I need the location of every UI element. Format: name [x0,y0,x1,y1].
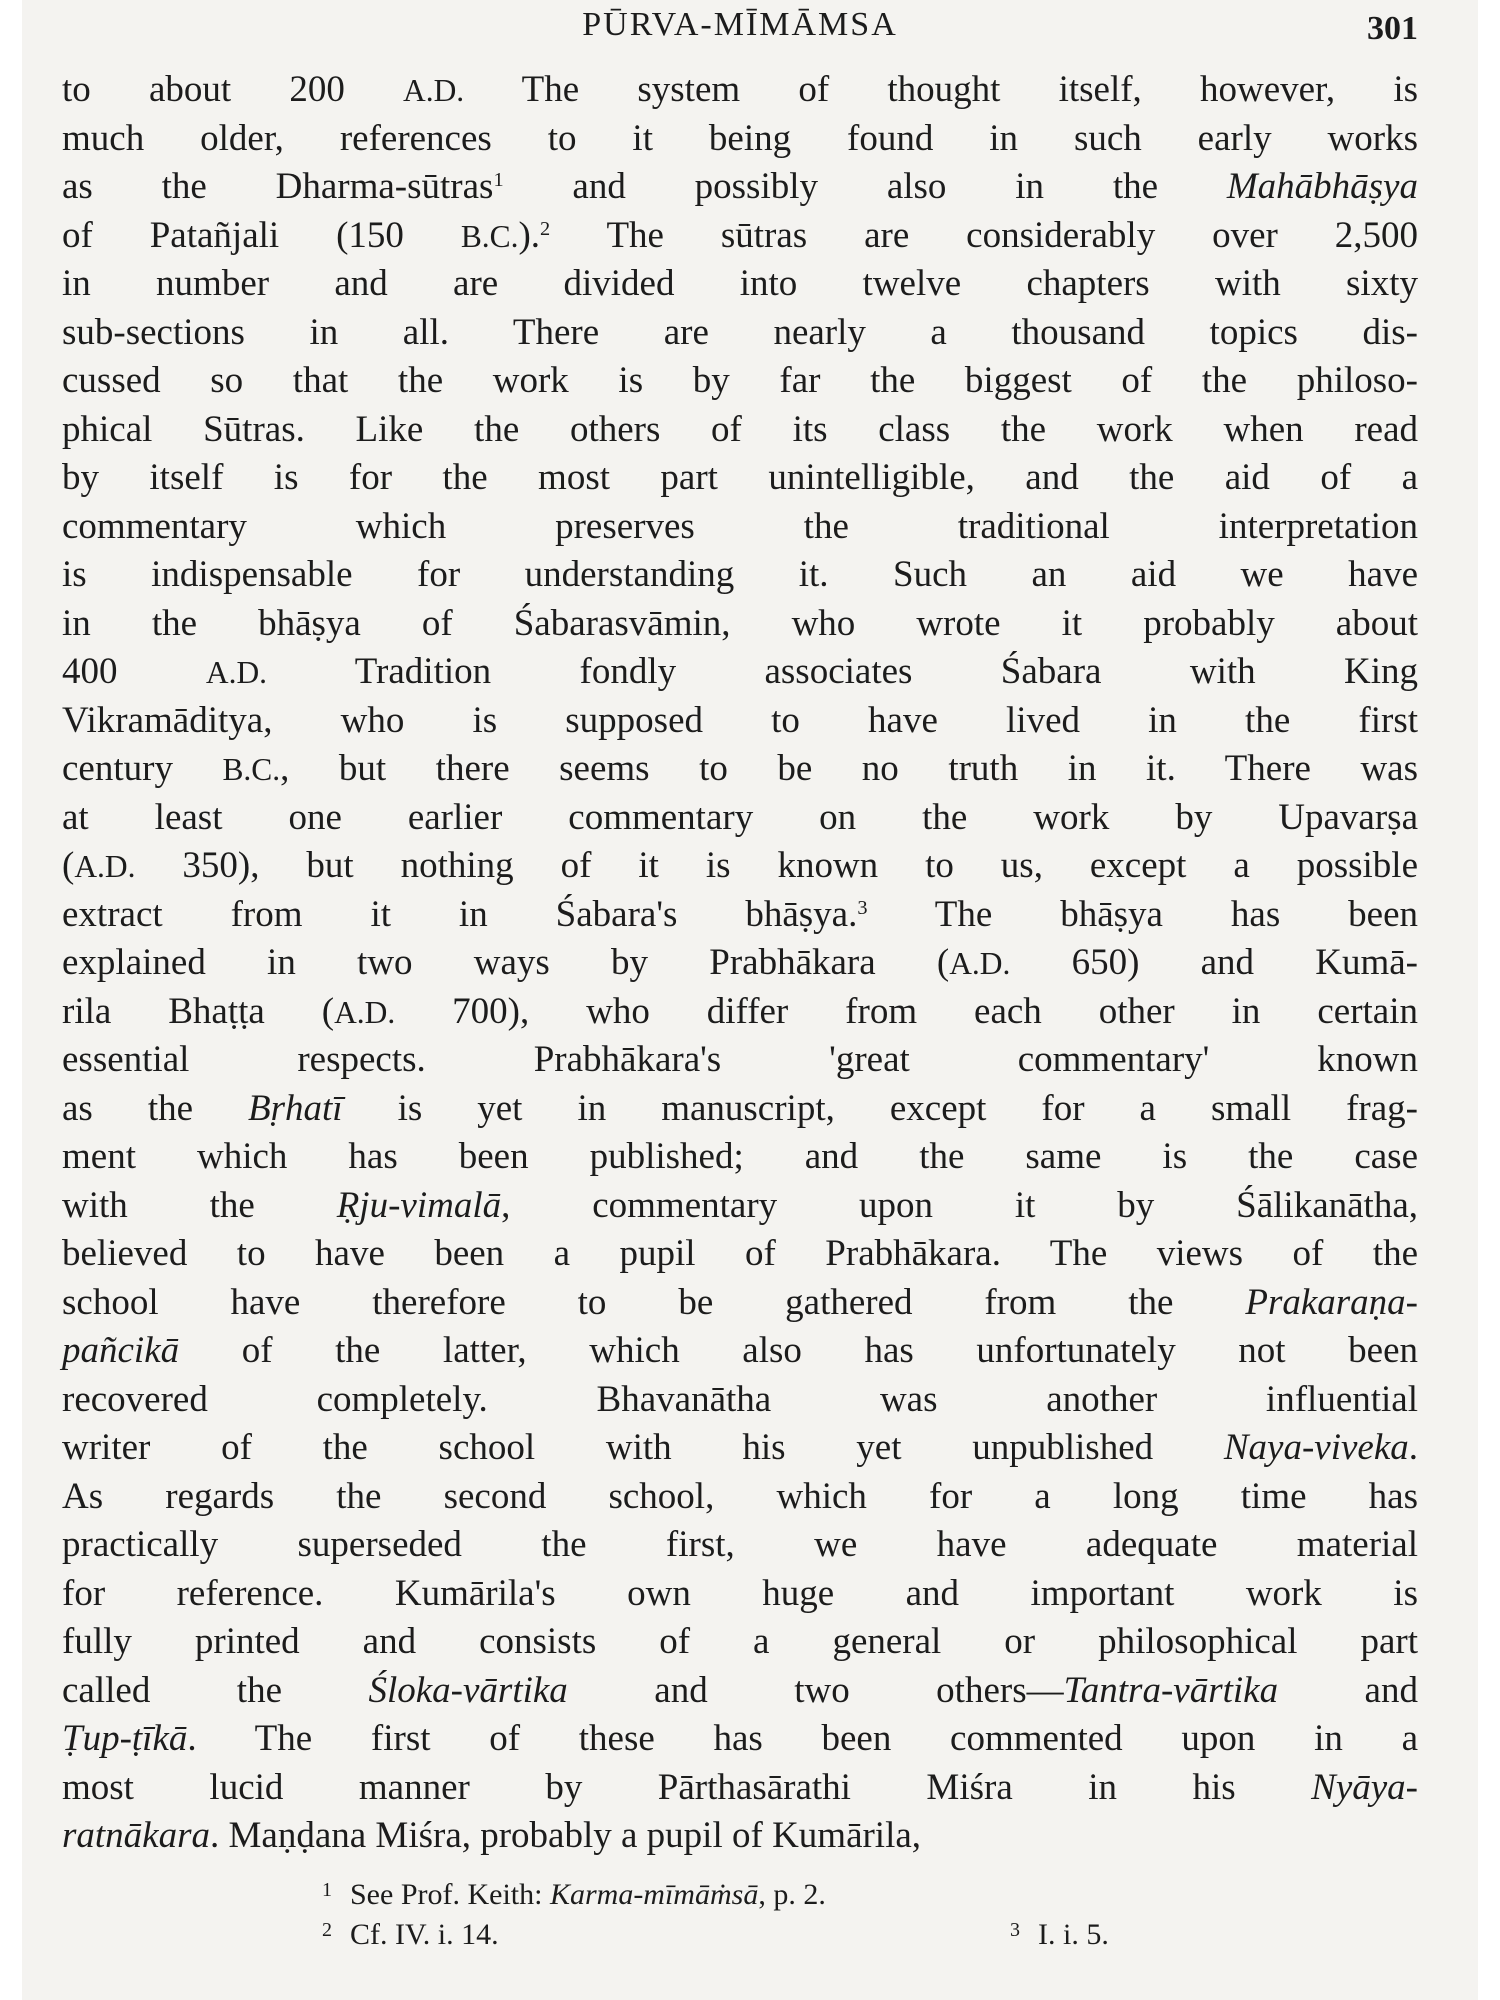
footnotes [322,1870,1378,1950]
text-line [62,1764,1418,1813]
text-run: Vikramāditya, who is supposed to have lived in the first [62,699,1418,741]
text-run: sub-sections in all. There are nearly a thousand topics dis- [62,311,1418,353]
text-run: recovered completely. Bhavanātha was another influential [62,1378,1418,1420]
italic-title: Śloka-vārtika [368,1669,568,1711]
text-run: is indispensable for understanding it. Such an aid we have [62,554,1418,595]
text-run: 650) and Kumā- [1010,942,1418,983]
text-line [62,794,1418,843]
text-line [62,1667,1418,1716]
italic-title: Bṛhatī [248,1087,343,1129]
text-run: much older, references to it being found in such early works [62,117,1418,159]
text-run: by itself is for the most part unintelligible, and the aid of a [62,457,1418,498]
book-page [22,0,1478,2000]
italic-title: Prakaraṇa- [1245,1281,1418,1323]
text-run: and [1278,1669,1418,1711]
footnote-1 [322,1870,1378,1910]
text-run: cussed so that the work is by far the biggest of the philoso- [62,360,1418,401]
text-line [62,1618,1418,1667]
text-line [62,891,1418,940]
text-line [62,1715,1418,1764]
text-line [62,600,1418,649]
text-run: for reference. Kumārila's own huge and important work is [62,1572,1418,1614]
text-run: of Patañjali (150 [62,214,461,256]
text-run: is yet in manuscript, except for a small frag- [342,1087,1418,1129]
text-line [62,1521,1418,1570]
text-run: Tradition fondly associates Śabara with King [267,651,1419,692]
era-abbrev: A.D. [403,73,465,108]
italic-title: Nyāya- [1311,1766,1418,1808]
text-run: as the [62,1087,249,1129]
era-abbrev: A.D. [205,655,268,690]
text-line [62,260,1418,309]
era-abbrev: A.D. [334,994,396,1030]
text-run: , commentary upon it by Śālikanātha, [501,1184,1418,1226]
text-run: to about 200 [62,69,404,110]
text-run: The sūtras are considerably over 2,500 [550,214,1418,256]
italic-title: Mahābhāṣya [1226,166,1418,207]
text-line [62,988,1418,1037]
text-run: writer of the school with his yet unpublished [62,1427,1224,1468]
footnote-text-suffix: , p. 2. [758,1878,826,1911]
text-run: practically superseded the first, we have adequate material [62,1524,1418,1565]
text-line [62,1327,1418,1376]
text-line [62,1133,1418,1182]
text-line [62,1376,1418,1425]
text-run: essential respects. Prabhākara's 'great commentary' known [62,1039,1418,1080]
text-run: as the Dharma-sūtras [62,166,494,207]
footnote-ref: 2 [540,217,551,240]
text-line [62,648,1418,697]
text-run: most lucid manner by Pārthasārathi Miśra in his [62,1766,1312,1808]
text-line [62,1230,1418,1279]
text-line [62,357,1418,406]
italic-title: Naya-viveka [1223,1427,1409,1468]
text-run: 400 [62,651,206,692]
footnote-marker: 2 [322,1919,332,1941]
text-run: As regards the second school, which for a long time has [62,1475,1418,1517]
text-run: in number and are divided into twelve chapters with sixty [62,263,1418,304]
footnote-marker: 1 [322,1879,332,1901]
era-abbrev: A.D. [74,849,136,884]
italic-title: Tantra-vārtika [1063,1669,1279,1711]
text-run: called the [62,1669,369,1711]
italic-title: ratnākara [62,1815,210,1856]
text-line [62,1085,1418,1134]
text-run: The system of thought itself, however, is [464,69,1418,110]
footnote-2 [322,1910,1378,1950]
text-line [62,212,1418,261]
text-run: in the bhāṣya of Śabarasvāmin, who wrote it probably about [62,602,1418,644]
running-title: PŪRVA-MĪMĀMSA [582,6,898,43]
text-line [62,842,1418,891]
text-line [62,454,1418,503]
footnote-title: Karma-mīmāṁsā [549,1878,759,1911]
text-run: extract from it in Śabara's bhāṣya. [62,893,858,935]
text-line [62,1036,1418,1085]
text-run: and possibly also in the [503,166,1227,207]
text-run: ( [62,845,75,886]
footnote-ref: 1 [493,168,504,191]
text-run: school have therefore to be gathered from the [62,1281,1246,1323]
italic-title: Ṭup-ṭīkā [62,1718,188,1759]
text-run: phical Sūtras. Like the others of its class the work when read [62,408,1418,450]
text-line [62,1182,1418,1231]
body-text [62,66,1418,1861]
text-run: ). [518,214,541,256]
footnote-marker: 3 [1010,1919,1020,1941]
text-line [62,1812,1418,1861]
text-line [62,1570,1418,1619]
text-run: fully printed and consists of a general or philosophical part [62,1621,1418,1662]
era-abbrev: B.C. [222,752,281,787]
text-line [62,406,1418,455]
text-run: explained in two ways by Prabhākara ( [62,942,950,983]
text-line [62,939,1418,988]
text-run: believed to have been a pupil of Prabhākara. The views of the [62,1233,1418,1274]
italic-title: pañcikā [62,1330,180,1371]
footnote-3 [1010,1910,1109,1955]
text-line [62,697,1418,746]
page-number: 301 [1367,10,1418,47]
text-line [62,309,1418,358]
text-run: of the latter, which also has unfortunately not been [179,1330,1418,1371]
text-line [62,503,1418,552]
footnote-text: Cf. IV. i. 14. [350,1918,499,1951]
text-line [62,163,1418,212]
text-run: . The first of these has been commented upon in a [187,1718,1418,1759]
text-run: with the [62,1184,337,1226]
era-abbrev: A.D. [949,946,1011,981]
text-run: ment which has been published; and the same is the case [62,1136,1418,1177]
text-line [62,1473,1418,1522]
footnote-text: I. i. 5. [1038,1918,1109,1951]
text-line [62,1279,1418,1328]
text-line [62,115,1418,164]
italic-title: Ṛju-vimalā [336,1184,502,1226]
text-run: at least one earlier commentary on the work by Upavarṣa [62,796,1418,838]
text-run: and two others— [567,1669,1064,1711]
text-run: 700), who differ from each other in certain [395,990,1418,1032]
text-run: 350), but nothing of it is known to us, except a possible [135,845,1418,886]
text-run: The bhāṣya has been [867,893,1419,935]
text-run: . Maṇḍana Miśra, probably a pupil of Kumārila, [210,1815,922,1856]
page-header [62,0,1418,58]
footnote-ref: 3 [857,896,868,919]
text-run: . [1408,1427,1418,1468]
text-line [62,745,1418,794]
text-line [62,66,1418,115]
text-run: rila Bhaṭṭa ( [62,990,335,1032]
footnote-text: See Prof. Keith: [350,1878,550,1911]
text-line [62,1424,1418,1473]
text-run: century [62,748,223,789]
text-run: , but there seems to be no truth in it. There was [280,748,1418,789]
text-line [62,551,1418,600]
era-abbrev: B.C. [460,218,519,254]
text-run: commentary which preserves the traditional interpretation [62,505,1418,547]
